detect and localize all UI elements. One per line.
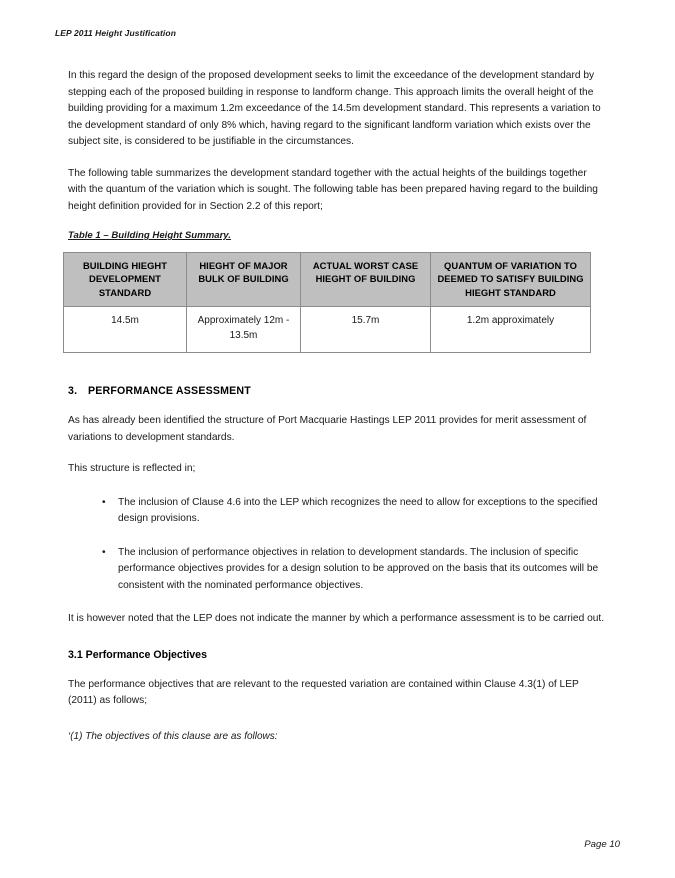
table-cell-worst-case-height: 15.7m [301,307,431,353]
list-item-text: The inclusion of Clause 4.6 into the LEP which recognizes the need to allow for exceptions to the specified design provisions. [118,496,598,525]
section-number: 3. [68,385,78,398]
bullet-marker-icon: • [102,496,106,508]
bullet-marker-icon: • [102,546,106,558]
clause-quote-text: ‘(1) The objectives of this clause are as follows: [68,730,278,742]
table-cell-major-bulk-height: Approximately 12m - 13.5m [187,307,301,353]
list-item [68,495,607,528]
list-item [68,545,607,595]
section-heading-performance-assessment [68,385,607,397]
table-cell-quantum-of-variation: 1.2m approximately [431,307,591,353]
table-header-development-standard: BUILDING HIEGHT DEVELOPMENT STANDARD [64,253,187,307]
table-caption: Table 1 – Building Height Summary. [68,230,231,242]
table-header-major-bulk-height: HIEGHT OF MAJOR BULK OF BUILDING [187,253,301,307]
table-cell-development-standard: 14.5m [64,307,187,353]
section-heading-performance-objectives: 3.1 Performance Objectives [68,648,207,661]
bullet-list-structure-points [68,495,607,595]
table-header-quantum-of-variation: QUANTUM OF VARIATION TO DEEMED TO SATISFY BUILDING HIEGHT STANDARD [431,253,591,307]
table-header-worst-case-height: ACTUAL WORST CASE HIEGHT OF BUILDING [301,253,431,307]
paragraph-relevant-objectives: The performance objectives that are relevant to the requested variation are contained within Clause 4.3(1) of LEP (2011) as follows; [68,678,579,707]
running-header-title: LEP 2011 Height Justification [55,28,176,38]
document-body [68,68,607,745]
paragraph-exceedance-justification: In this regard the design of the proposed development seeks to limit the exceedance of the development standard by stepping each of the proposed building in response to landform change. This approach limits the overall height of the building providing for a maximum 1.2m exceedance of the 14.5m development standard. This represents a variation to the development standard of only 8% which, having regard to the significant landform variation which exists over the subject site, is considered to be justifiable in the circumstances. [68,70,601,148]
table-row [64,307,591,353]
paragraph-merit-assessment: As has already been identified the structure of Port Macquarie Hastings LEP 2011 provides for merit assessment of variations to development standards. [68,415,587,443]
paragraph-table-introduction: The following table summarizes the development standard together with the actual heights of the buildings together with the quantum of the variation which is sought. The following table has been prepared having regard to the building height definition provided for in Section 2.2 of this report; [68,167,598,212]
page-number-footer: Page 10 [584,839,620,850]
table-header-row [64,253,591,307]
building-height-summary-table [63,252,591,353]
list-item-text: The inclusion of performance objectives in relation to development standards. The inclusion of specific performance objectives provides for a design solution to be approved on the basis that its outcomes will be consistent with the nominated performance objectives. [118,546,599,591]
paragraph-structure-lead-in: This structure is reflected in; [68,463,196,475]
section-title: PERFORMANCE ASSESSMENT [88,385,251,398]
paragraph-lep-manner-note: It is however noted that the LEP does not indicate the manner by which a performance assessment is to be carried out. [68,613,605,625]
